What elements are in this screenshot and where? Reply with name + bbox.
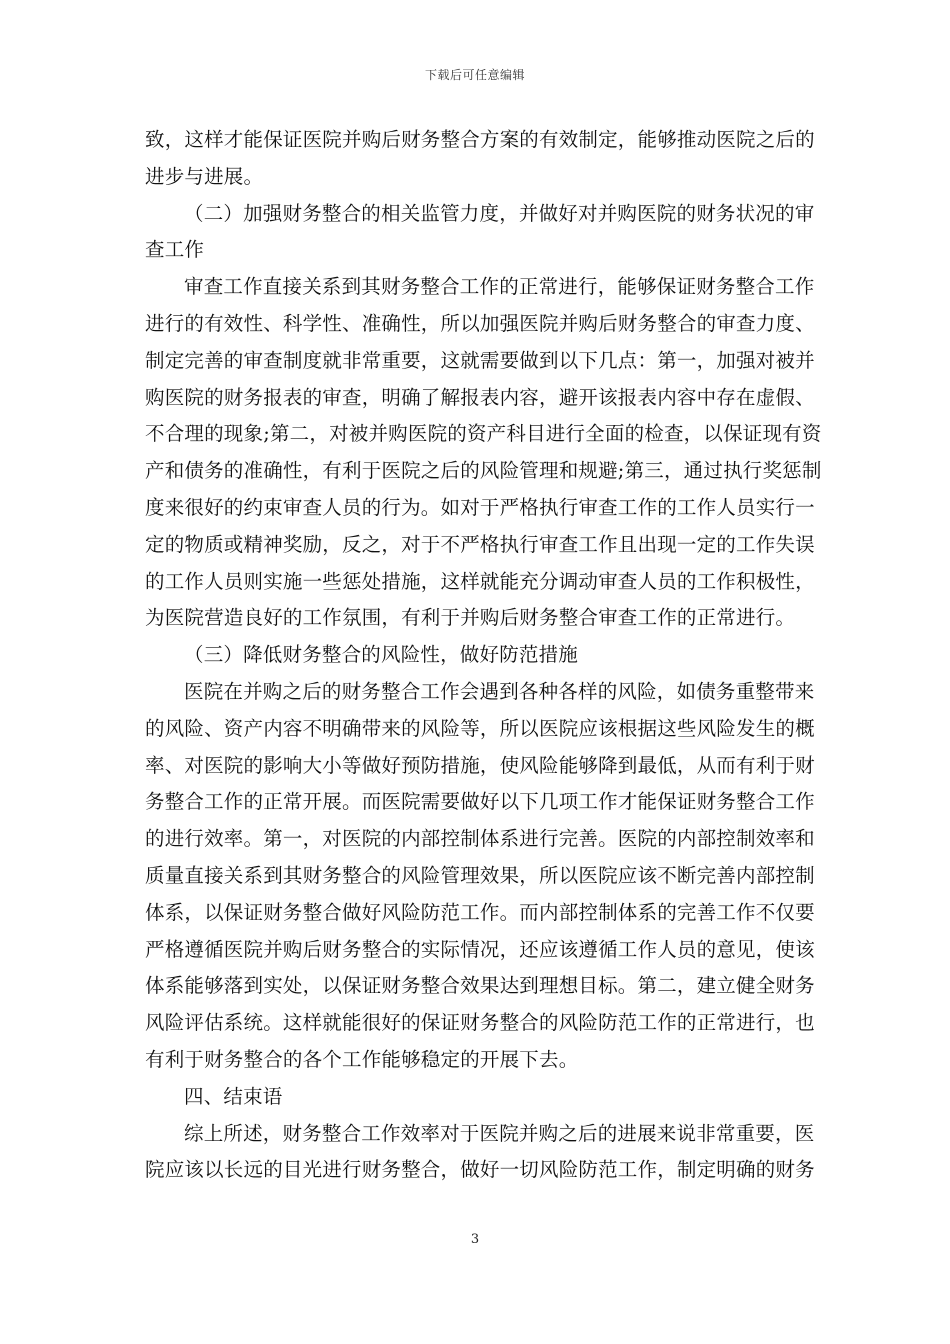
text-line: 综上所述，财务整合工作效率对于医院并购之后的进展来说非常重要，医	[184, 1121, 815, 1145]
text-line: 度来很好的约束审查人员的行为。如对于严格执行审查工作的工作人员实行一	[145, 495, 815, 519]
page-number: 3	[470, 1232, 480, 1247]
document-body	[145, 122, 822, 1189]
text-line: 的风险、资产内容不明确带来的风险等，所以医院应该根据这些风险发生的概	[145, 716, 815, 740]
text-line: 质量直接关系到其财务整合的风险管理效果，所以医院应该不断完善内部控制	[145, 863, 815, 887]
text-line: 不合理的现象;第二，对被并购医院的资产科目进行全面的检查，以保证现有资	[145, 422, 822, 446]
text-line: 致，这样才能保证医院并购后财务整合方案的有效制定，能够推动医院之后的	[145, 128, 815, 151]
text-line: 的工作人员则实施一些惩处措施，这样就能充分调动审查人员的工作积极性，	[145, 569, 815, 593]
text-line: 进步与进展。	[145, 164, 264, 188]
text-line: 进行的有效性、科学性、准确性，所以加强医院并购后财务整合的审查力度、	[145, 311, 815, 335]
text-line: 院应该以长远的目光进行财务整合，做好一切风险防范工作，制定明确的财务	[145, 1158, 815, 1182]
text-line: 四、结束语	[184, 1084, 283, 1108]
text-line: 的进行效率。第一，对医院的内部控制体系进行完善。医院的内部控制效率和	[145, 827, 815, 851]
text-line: 风险评估系统。这样就能很好的保证财务整合的风险防范工作的正常进行，也	[145, 1011, 815, 1035]
page-header: 下载后可任意编辑	[424, 68, 525, 82]
text-line: 务整合工作的正常开展。而医院需要做好以下几项工作才能保证财务整合工作	[145, 790, 815, 814]
text-line: 制定完善的审查制度就非常重要，这就需要做到以下几点：第一，加强对被并	[145, 348, 815, 372]
text-line: （三）降低财务整合的风险性，做好防范措施	[184, 643, 579, 667]
text-line: 严格遵循医院并购后财务整合的实际情况，还应该遵循工作人员的意见，使该	[145, 937, 815, 961]
text-line: 购医院的财务报表的审查，明确了解报表内容，避开该报表内容中存在虚假、	[145, 385, 815, 409]
text-line: 率、对医院的影响大小等做好预防措施，使风险能够降到最低，从而有利于财	[145, 753, 815, 777]
text-line: 体系，以保证财务整合做好风险防范工作。而内部控制体系的完善工作不仅要	[145, 900, 815, 924]
text-line: 医院在并购之后的财务整合工作会遇到各种各样的风险，如债务重整带来	[184, 679, 815, 703]
text-line: 为医院营造良好的工作氛围，有利于并购后财务整合审查工作的正常进行。	[145, 606, 796, 630]
text-line: 产和债务的准确性，有利于医院之后的风险管理和规避;第三，通过执行奖惩制	[145, 459, 822, 483]
text-line: 体系能够落到实处，以保证财务整合效果达到理想目标。第二，建立健全财务	[145, 974, 815, 998]
text-line: 有利于财务整合的各个工作能够稳定的开展下去。	[145, 1047, 579, 1071]
text-line: （二）加强财务整合的相关监管力度，并做好对并购医院的财务状况的审	[184, 201, 815, 225]
text-line: 查工作	[145, 238, 205, 262]
text-line: 定的物质或精神奖励，反之，对于不严格执行审查工作且出现一定的工作失误	[145, 532, 815, 556]
text-line: 审查工作直接关系到其财务整合工作的正常进行，能够保证财务整合工作	[184, 275, 815, 299]
